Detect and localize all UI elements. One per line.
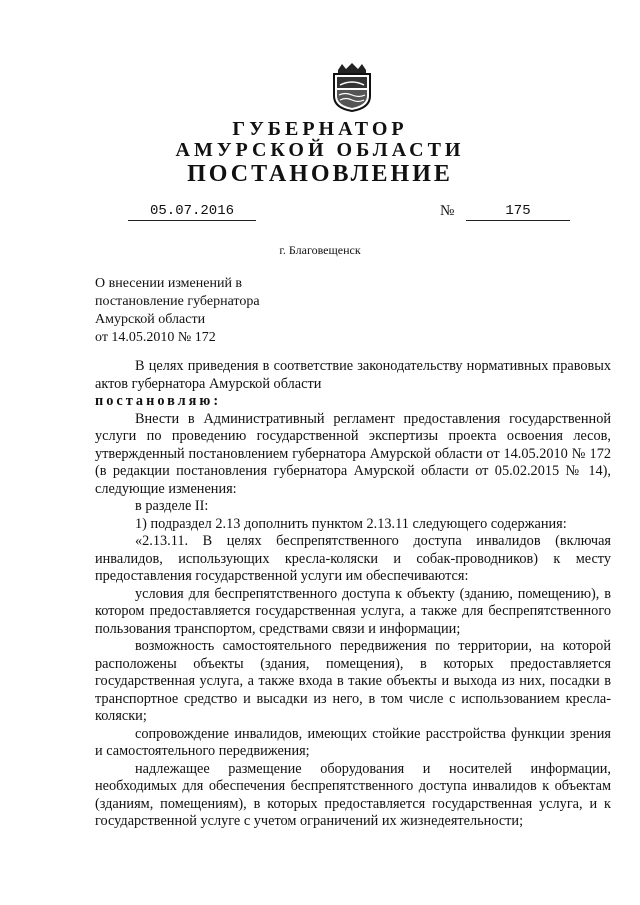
body-paragraph: сопровождение инвалидов, имеющих стойкие расстройства функции зрения и самостоятельного передвижения; bbox=[95, 725, 611, 759]
body-paragraph: в разделе II: bbox=[135, 498, 209, 514]
subject-block bbox=[95, 275, 260, 347]
body-paragraph: условия для беспрепятственного доступа к объекту (зданию, помещению), в котором предоставляется государственная услуга, а также для беспрепятственного пользования транспортом, средствами связи и информации; bbox=[95, 585, 611, 637]
city: г. Благовещенск bbox=[279, 243, 361, 257]
body-paragraph: 1) подраздел 2.13 дополнить пунктом 2.13.11 следующего содержания: bbox=[135, 515, 567, 532]
authority-title: ГУБЕРНАТОР bbox=[232, 118, 408, 140]
body-paragraph: надлежащее размещение оборудования и носителей информации, необходимых для обеспечения беспрепятственного доступа инвалидов к объектам (зданиям, помещениям), в которых предоставляется государственная услуга, и к государственной услуге с учетом ограничений их жизнедеятельности; bbox=[95, 760, 611, 829]
subject-line: от 14.05.2010 № 172 bbox=[95, 330, 216, 345]
preamble: В целях приведения в соответствие законодательству нормативных правовых актов губернатора Амурской области bbox=[95, 358, 611, 392]
authority-region: АМУРСКОЙ ОБЛАСТИ bbox=[175, 139, 465, 161]
subject-line: Амурской области bbox=[95, 312, 206, 327]
body-paragraph: Внести в Административный регламент предоставления государственной услуги по проведению государственной экспертизы проекта освоения лесов, утвержденный постановлением губернатора Амурской области от 14.05.2010 № 172 (в редакции постановления губернатора Амурской области от 05.02.2015 № 14), следующие изменения: bbox=[95, 410, 611, 497]
decree-word: постановляю: bbox=[95, 393, 222, 409]
body-paragraph: «2.13.11. В целях беспрепятственного доступа инвалидов (включая инвалидов, использующих кресла-коляски и собак-проводников) к месту предоставления государственной услуги им обеспечиваются: bbox=[95, 533, 611, 584]
document-body bbox=[95, 358, 611, 831]
coat-of-arms-icon bbox=[328, 62, 376, 112]
document-date: 05.07.2016 bbox=[128, 203, 256, 221]
document-type: ПОСТАНОВЛЕНИЕ bbox=[187, 161, 453, 187]
document-number: 175 bbox=[466, 203, 570, 221]
body-paragraph: возможность самостоятельного передвижения по территории, на которой расположены объекты (здания, помещения), в которых предоставляется государственная услуга, а также входа в такие объекты и выхода из них, посадки в транспортное средство и высадки из него, в том числе с использованием кресла-коляски; bbox=[95, 638, 611, 724]
subject-line: О внесении изменений в bbox=[95, 276, 243, 291]
number-sign: № bbox=[440, 203, 455, 219]
subject-line: постановление губернатора bbox=[95, 294, 260, 309]
